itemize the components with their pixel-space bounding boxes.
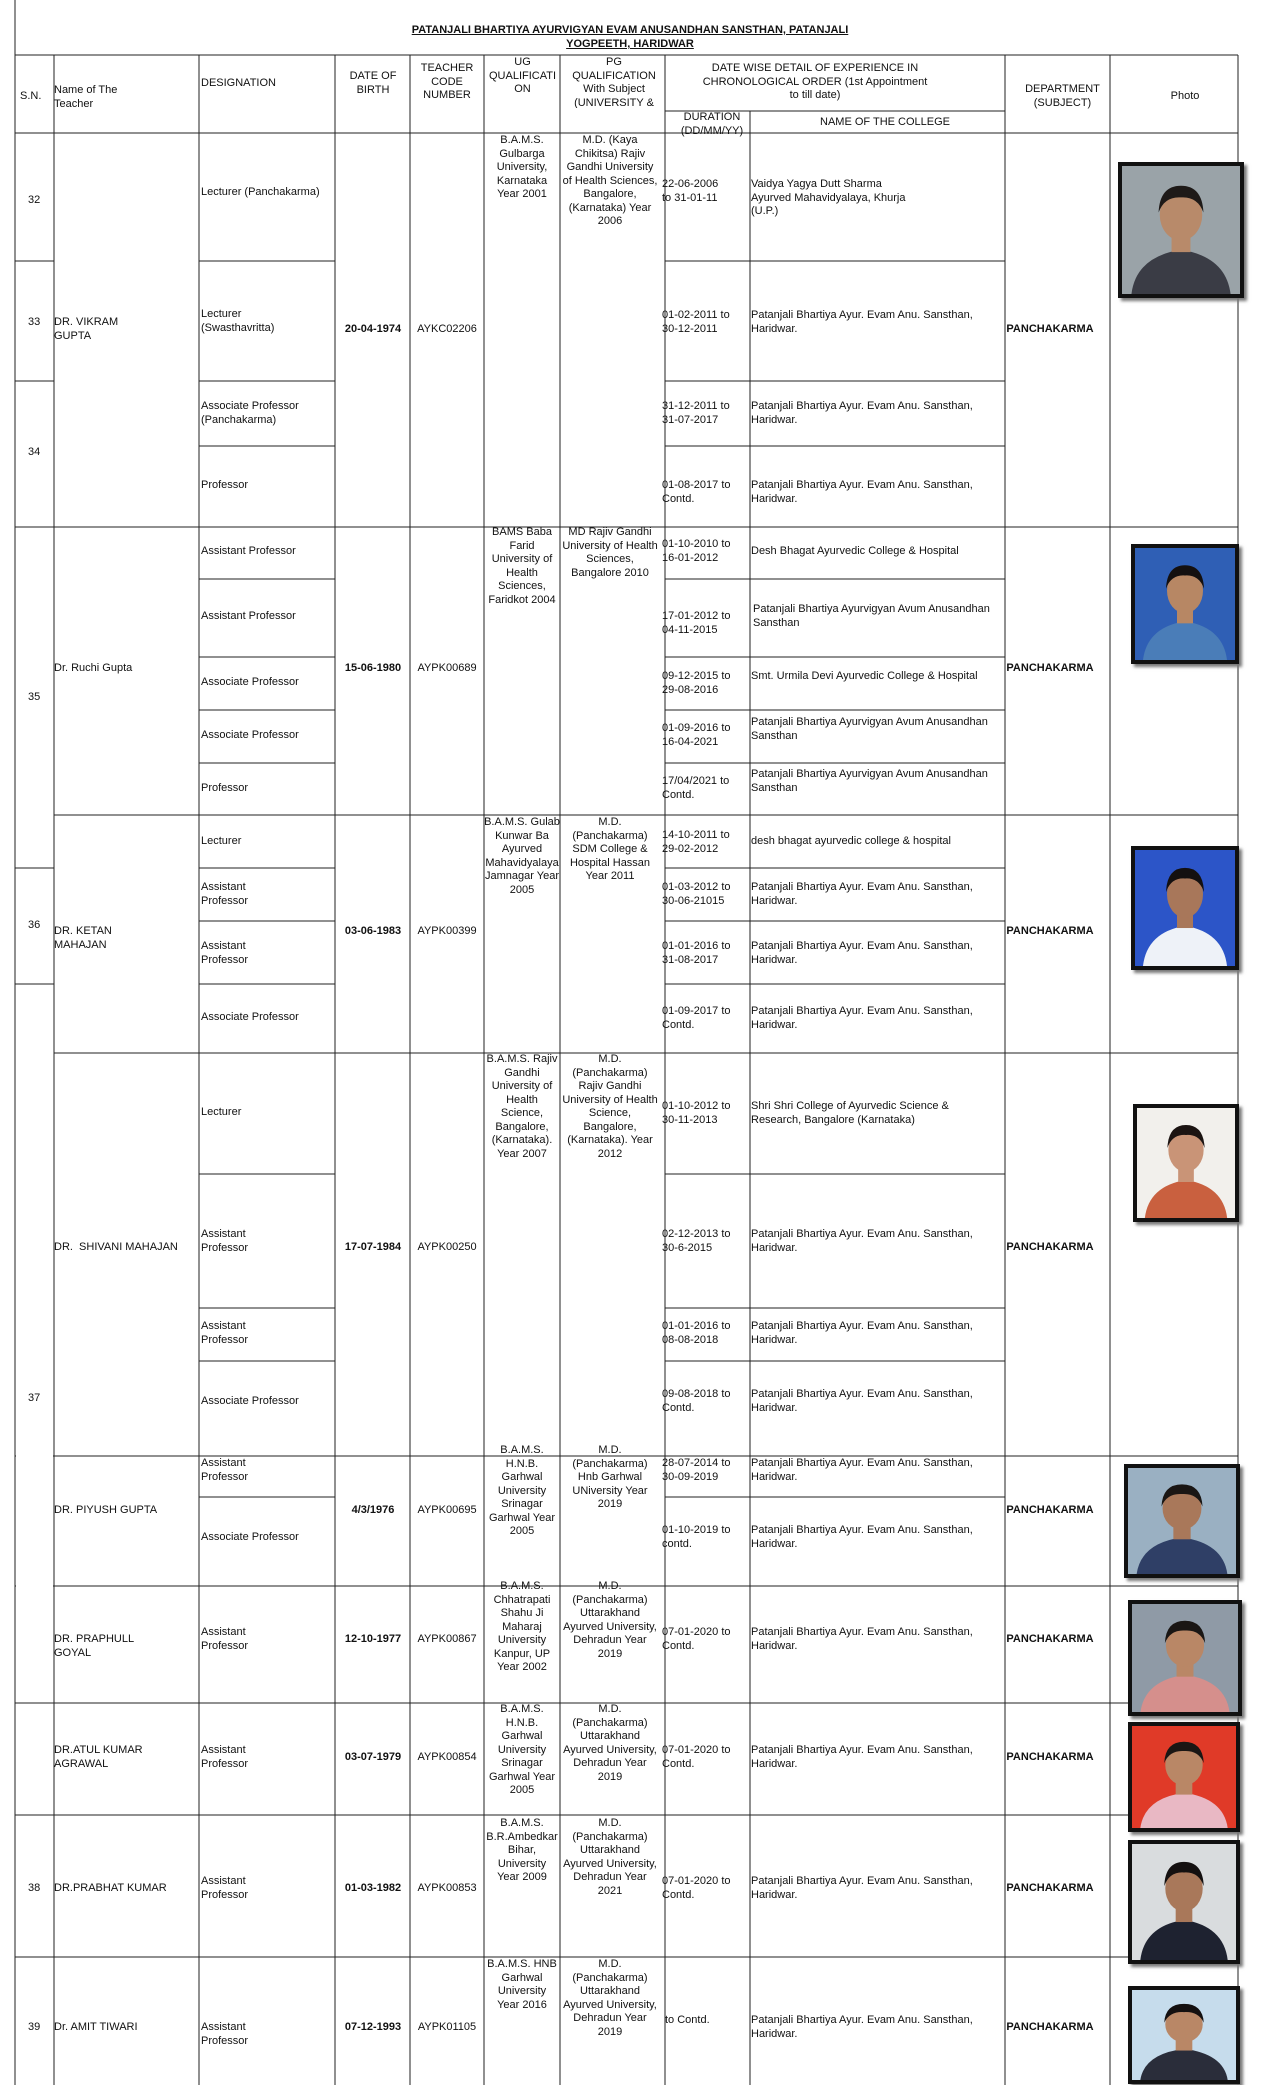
- designation: Associate Professor: [201, 676, 299, 688]
- teacher-code: AYPK00695: [417, 1504, 477, 1516]
- designation: Assistant Professor: [201, 610, 296, 622]
- serial-number: 34: [28, 446, 41, 458]
- designation: Lecturer: [201, 1106, 242, 1118]
- header-name: Name of The Teacher: [54, 84, 118, 110]
- teacher-dob: 20-04-1974: [344, 323, 402, 335]
- experience-duration: 01-09-2017 to Contd.: [662, 1005, 731, 1031]
- experience-duration: 09-12-2015 to 29-08-2016: [662, 670, 731, 696]
- teacher-dob: 03-07-1979: [344, 1751, 402, 1763]
- experience-duration: 01-02-2011 to 30-12-2011: [662, 309, 730, 335]
- designation: Assistant Professor: [201, 881, 249, 907]
- department: PANCHAKARMA: [1006, 1504, 1094, 1516]
- teacher-code: AYKC02206: [417, 323, 477, 335]
- college-name: Patanjali Bhartiya Ayur. Evam Anu. Sansthan, Haridwar.: [751, 400, 973, 426]
- serial-number: 32: [28, 194, 41, 206]
- college-name: Patanjali Bhartiya Ayur. Evam Anu. Sansthan, Haridwar.: [751, 1626, 973, 1652]
- ug-qualification: B.A.M.S. HNB Garhwal University Year 2016: [487, 1958, 557, 2011]
- department: PANCHAKARMA: [1006, 925, 1094, 937]
- photo-amit-tiwari: [1128, 1986, 1240, 2084]
- pg-qualification: M.D. (Panchakarma) Uttarakhand Ayurved University, Dehradun Year 2019: [563, 1580, 657, 1660]
- teacher-name: DR. PRAPHULL GOYAL: [54, 1633, 134, 1659]
- serial-number: 37: [28, 1392, 41, 1404]
- document-title-line-2: YOGPEETH, HARIDWAR: [566, 38, 694, 50]
- header-designation: DESIGNATION: [201, 77, 276, 89]
- ug-qualification: BAMS Baba Farid University of Health Sciences, Faridkot 2004: [488, 526, 556, 606]
- teacher-code: AYPK00854: [417, 1751, 477, 1763]
- college-name: Smt. Urmila Devi Ayurvedic College & Hospital: [751, 670, 978, 682]
- header-sn: S.N.: [20, 90, 42, 102]
- serial-number: 36: [28, 919, 41, 931]
- teacher-code: AYPK01105: [417, 2021, 477, 2033]
- college-name: Patanjali Bhartiya Ayur. Evam Anu. Sansthan, Haridwar.: [751, 1388, 973, 1414]
- ug-qualification: B.A.M.S. Gulab Kunwar Ba Ayurved Mahavidyalaya Jamnagar Year 2005: [484, 816, 560, 896]
- header-experience: DATE WISE DETAIL OF EXPERIENCE IN CHRONOLOGICAL ORDER (1st Appointment to till date): [702, 62, 928, 101]
- designation: Lecturer: [201, 835, 242, 847]
- designation: Assistant Professor: [201, 1228, 249, 1254]
- designation: Assistant Professor: [201, 1626, 249, 1652]
- photo-atul-agrawal: [1128, 1722, 1240, 1832]
- college-name: Desh Bhagat Ayurvedic College & Hospital: [751, 545, 959, 557]
- teacher-dob: 12-10-1977: [344, 1633, 402, 1645]
- college-name: Shri Shri College of Ayurvedic Science & Research, Bangalore (Karnataka): [751, 1100, 949, 1126]
- experience-duration: 01-08-2017 to Contd.: [662, 479, 731, 505]
- pg-qualification: M.D. (Kaya Chikitsa) Rajiv Gandhi University of Health Sciences, Bangalore, (Karnataka) Year 2006: [562, 134, 658, 227]
- college-name: Patanjali Bhartiya Ayur. Evam Anu. Sansthan, Haridwar.: [751, 309, 973, 335]
- pg-qualification: M.D. (Panchakarma) Rajiv Gandhi University of Health Science, Bangalore, (Karnataka). Year 2012: [562, 1053, 658, 1160]
- pg-qualification: M.D. (Panchakarma) Uttarakhand Ayurved University, Dehradun Year 2019: [563, 1703, 657, 1783]
- serial-number: 39: [28, 2021, 41, 2033]
- pg-qualification: MD Rajiv Gandhi University of Health Sciences, Bangalore 2010: [562, 526, 658, 579]
- designation: Lecturer (Panchakarma): [201, 186, 320, 198]
- designation: Assistant Professor: [201, 1744, 249, 1770]
- photo-praphull-goyal: [1128, 1600, 1242, 1716]
- teacher-name: Dr. AMIT TIWARI: [54, 2021, 138, 2033]
- header-ug-qualification: UG QUALIFICATI ON: [488, 56, 557, 95]
- teacher-dob: 01-03-1982: [344, 1882, 402, 1894]
- college-name: Patanjali Bhartiya Ayur. Evam Anu. Sansthan, Haridwar.: [751, 1005, 973, 1031]
- college-name: Patanjali Bhartiya Ayur. Evam Anu. Sansthan, Haridwar.: [751, 881, 973, 907]
- experience-duration: 14-10-2011 to 29-02-2012: [662, 829, 730, 855]
- teacher-dob: 17-07-1984: [344, 1241, 402, 1253]
- pg-qualification: M.D. (Panchakarma) SDM College & Hospital Hassan Year 2011: [569, 816, 651, 882]
- teacher-dob: 07-12-1993: [344, 2021, 402, 2033]
- teacher-code: AYPK00399: [417, 925, 477, 937]
- header-duration: DURATION (DD/MM/YY): [680, 111, 744, 137]
- designation: Professor: [201, 479, 249, 491]
- ug-qualification: B.A.M.S. H.N.B. Garhwal University Srinagar Garhwal Year 2005: [488, 1703, 556, 1796]
- ug-qualification: B.A.M.S. Gulbarga University, Karnataka Year 2001: [496, 134, 548, 200]
- college-name: Patanjali Bhartiya Ayur. Evam Anu. Sansthan, Haridwar.: [751, 1320, 973, 1346]
- teacher-name: DR. PIYUSH GUPTA: [54, 1504, 158, 1516]
- department: PANCHAKARMA: [1006, 1882, 1094, 1894]
- college-name: Patanjali Bhartiya Ayur. Evam Anu. Sansthan, Haridwar.: [751, 940, 973, 966]
- college-name: Patanjali Bhartiya Ayurvigyan Avum Anusandhan Sansthan: [751, 716, 988, 742]
- experience-duration: 22-06-2006 to 31-01-11: [662, 178, 719, 204]
- designation: Assistant Professor: [201, 1320, 249, 1346]
- designation: Associate Professor: [201, 1531, 299, 1543]
- teacher-dob: 15-06-1980: [344, 662, 402, 674]
- serial-number: 38: [28, 1882, 41, 1894]
- experience-duration: 17/04/2021 to Contd.: [662, 775, 730, 801]
- teacher-dob: 03-06-1983: [344, 925, 402, 937]
- teacher-name: DR.ATUL KUMAR AGRAWAL: [54, 1744, 143, 1770]
- photo-ruchi-gupta: [1131, 544, 1239, 664]
- pg-qualification: M.D. (Panchakarma) Uttarakhand Ayurved University, Dehradun Year 2021: [563, 1817, 657, 1897]
- teacher-name: DR. SHIVANI MAHAJAN: [54, 1241, 178, 1253]
- teacher-name: DR. VIKRAM GUPTA: [54, 316, 119, 342]
- serial-number: 35: [28, 691, 41, 703]
- department: PANCHAKARMA: [1006, 1751, 1094, 1763]
- photo-ketan-mahajan: [1131, 846, 1239, 970]
- designation: Associate Professor (Panchakarma): [201, 400, 299, 426]
- experience-duration: 01-01-2016 to 08-08-2018: [662, 1320, 731, 1346]
- designation: Assistant Professor: [201, 2021, 249, 2047]
- department: PANCHAKARMA: [1006, 2021, 1094, 2033]
- designation: Assistant Professor: [201, 545, 296, 557]
- header-photo: Photo: [1170, 90, 1200, 102]
- teacher-code: AYPK00867: [417, 1633, 477, 1645]
- experience-duration: to Contd.: [665, 2014, 710, 2026]
- college-name: Patanjali Bhartiya Ayur. Evam Anu. Sansthan, Haridwar.: [751, 1457, 973, 1483]
- photo-prabhat-kumar: [1128, 1840, 1240, 1964]
- college-name: Patanjali Bhartiya Ayurvigyan Avum Anusandhan Sansthan: [753, 603, 990, 629]
- college-name: Vaidya Yagya Dutt Sharma Ayurved Mahavidyalaya, Khurja (U.P.): [751, 178, 906, 217]
- teacher-code: AYPK00250: [417, 1241, 477, 1253]
- experience-duration: 28-07-2014 to 30-09-2019: [662, 1457, 731, 1483]
- department: PANCHAKARMA: [1006, 323, 1094, 335]
- department: PANCHAKARMA: [1006, 662, 1094, 674]
- teacher-name: DR. KETAN MAHAJAN: [54, 925, 112, 951]
- ug-qualification: B.A.M.S. H.N.B. Garhwal University Srinagar Garhwal Year 2005: [488, 1444, 556, 1537]
- college-name: Patanjali Bhartiya Ayur. Evam Anu. Sansthan, Haridwar.: [751, 1875, 973, 1901]
- teacher-name: Dr. Ruchi Gupta: [54, 662, 133, 674]
- serial-number: 33: [28, 316, 41, 328]
- college-name: Patanjali Bhartiya Ayur. Evam Anu. Sansthan, Haridwar.: [751, 1744, 973, 1770]
- college-name: Patanjali Bhartiya Ayur. Evam Anu. Sansthan, Haridwar.: [751, 1228, 973, 1254]
- college-name: desh bhagat ayurvedic college & hospital: [751, 835, 951, 847]
- photo-piyush-gupta: [1124, 1464, 1240, 1578]
- experience-duration: 02-12-2013 to 30-6-2015: [662, 1228, 731, 1254]
- header-teacher-code: TEACHER CODE NUMBER: [420, 62, 474, 101]
- experience-duration: 07-01-2020 to Contd.: [662, 1875, 731, 1901]
- pg-qualification: M.D. (Panchakarma) Uttarakhand Ayurved University, Dehradun Year 2019: [563, 1958, 657, 2038]
- experience-duration: 01-10-2012 to 30-11-2013: [662, 1100, 731, 1126]
- teacher-code: AYPK00853: [417, 1882, 477, 1894]
- college-name: Patanjali Bhartiya Ayur. Evam Anu. Sansthan, Haridwar.: [751, 2014, 973, 2040]
- college-name: Patanjali Bhartiya Ayur. Evam Anu. Sansthan, Haridwar.: [751, 1524, 973, 1550]
- teacher-name: DR.PRABHAT KUMAR: [54, 1882, 167, 1894]
- experience-duration: 01-03-2012 to 30-06-21015: [662, 881, 731, 907]
- designation: Professor: [201, 782, 249, 794]
- department: PANCHAKARMA: [1006, 1241, 1094, 1253]
- header-dob: DATE OF BIRTH: [349, 70, 397, 96]
- college-name: Patanjali Bhartiya Ayurvigyan Avum Anusandhan Sansthan: [751, 768, 988, 794]
- header-pg-qualification: PG QUALIFICATION With Subject (UNIVERSITY &: [572, 56, 656, 108]
- experience-duration: 01-10-2019 to contd.: [662, 1524, 731, 1550]
- designation: Associate Professor: [201, 1011, 299, 1023]
- college-name: Patanjali Bhartiya Ayur. Evam Anu. Sansthan, Haridwar.: [751, 479, 973, 505]
- header-department: DEPARTMENT (SUBJECT): [1025, 83, 1100, 109]
- header-college-name: NAME OF THE COLLEGE: [820, 116, 950, 128]
- teacher-code: AYPK00689: [417, 662, 477, 674]
- experience-duration: 09-08-2018 to Contd.: [662, 1388, 731, 1414]
- experience-duration: 31-12-2011 to 31-07-2017: [662, 400, 730, 426]
- designation: Lecturer (Swasthavritta): [201, 308, 275, 334]
- ug-qualification: B.A.M.S. Chhatrapati Shahu Ji Maharaj University Kanpur, UP Year 2002: [493, 1580, 551, 1673]
- department: PANCHAKARMA: [1006, 1633, 1094, 1645]
- experience-duration: 01-01-2016 to 31-08-2017: [662, 940, 731, 966]
- experience-duration: 07-01-2020 to Contd.: [662, 1626, 731, 1652]
- experience-duration: 01-10-2010 to 16-01-2012: [662, 538, 731, 564]
- document-title-line-1: PATANJALI BHARTIYA AYURVIGYAN EVAM ANUSANDHAN SANSTHAN, PATANJALI: [411, 24, 849, 36]
- designation: Assistant Professor: [201, 1457, 249, 1483]
- designation: Assistant Professor: [201, 940, 249, 966]
- experience-duration: 01-09-2016 to 16-04-2021: [662, 722, 731, 748]
- ug-qualification: B.A.M.S. Rajiv Gandhi University of Health Science, Bangalore, (Karnataka). Year 2007: [486, 1053, 558, 1160]
- experience-duration: 17-01-2012 to 04-11-2015: [662, 610, 731, 636]
- designation: Associate Professor: [201, 1395, 299, 1407]
- designation: Associate Professor: [201, 729, 299, 741]
- pg-qualification: M.D. (Panchakarma) Hnb Garhwal UNiversity Year 2019: [572, 1444, 648, 1510]
- photo-shivani-mahajan: [1133, 1104, 1239, 1222]
- teacher-dob: 4/3/1976: [351, 1504, 395, 1516]
- photo-vikram-gupta: [1118, 162, 1244, 298]
- designation: Assistant Professor: [201, 1875, 249, 1901]
- experience-duration: 07-01-2020 to Contd.: [662, 1744, 731, 1770]
- ug-qualification: B.A.M.S. B.R.Ambedkar Bihar, University Year 2009: [486, 1817, 558, 1883]
